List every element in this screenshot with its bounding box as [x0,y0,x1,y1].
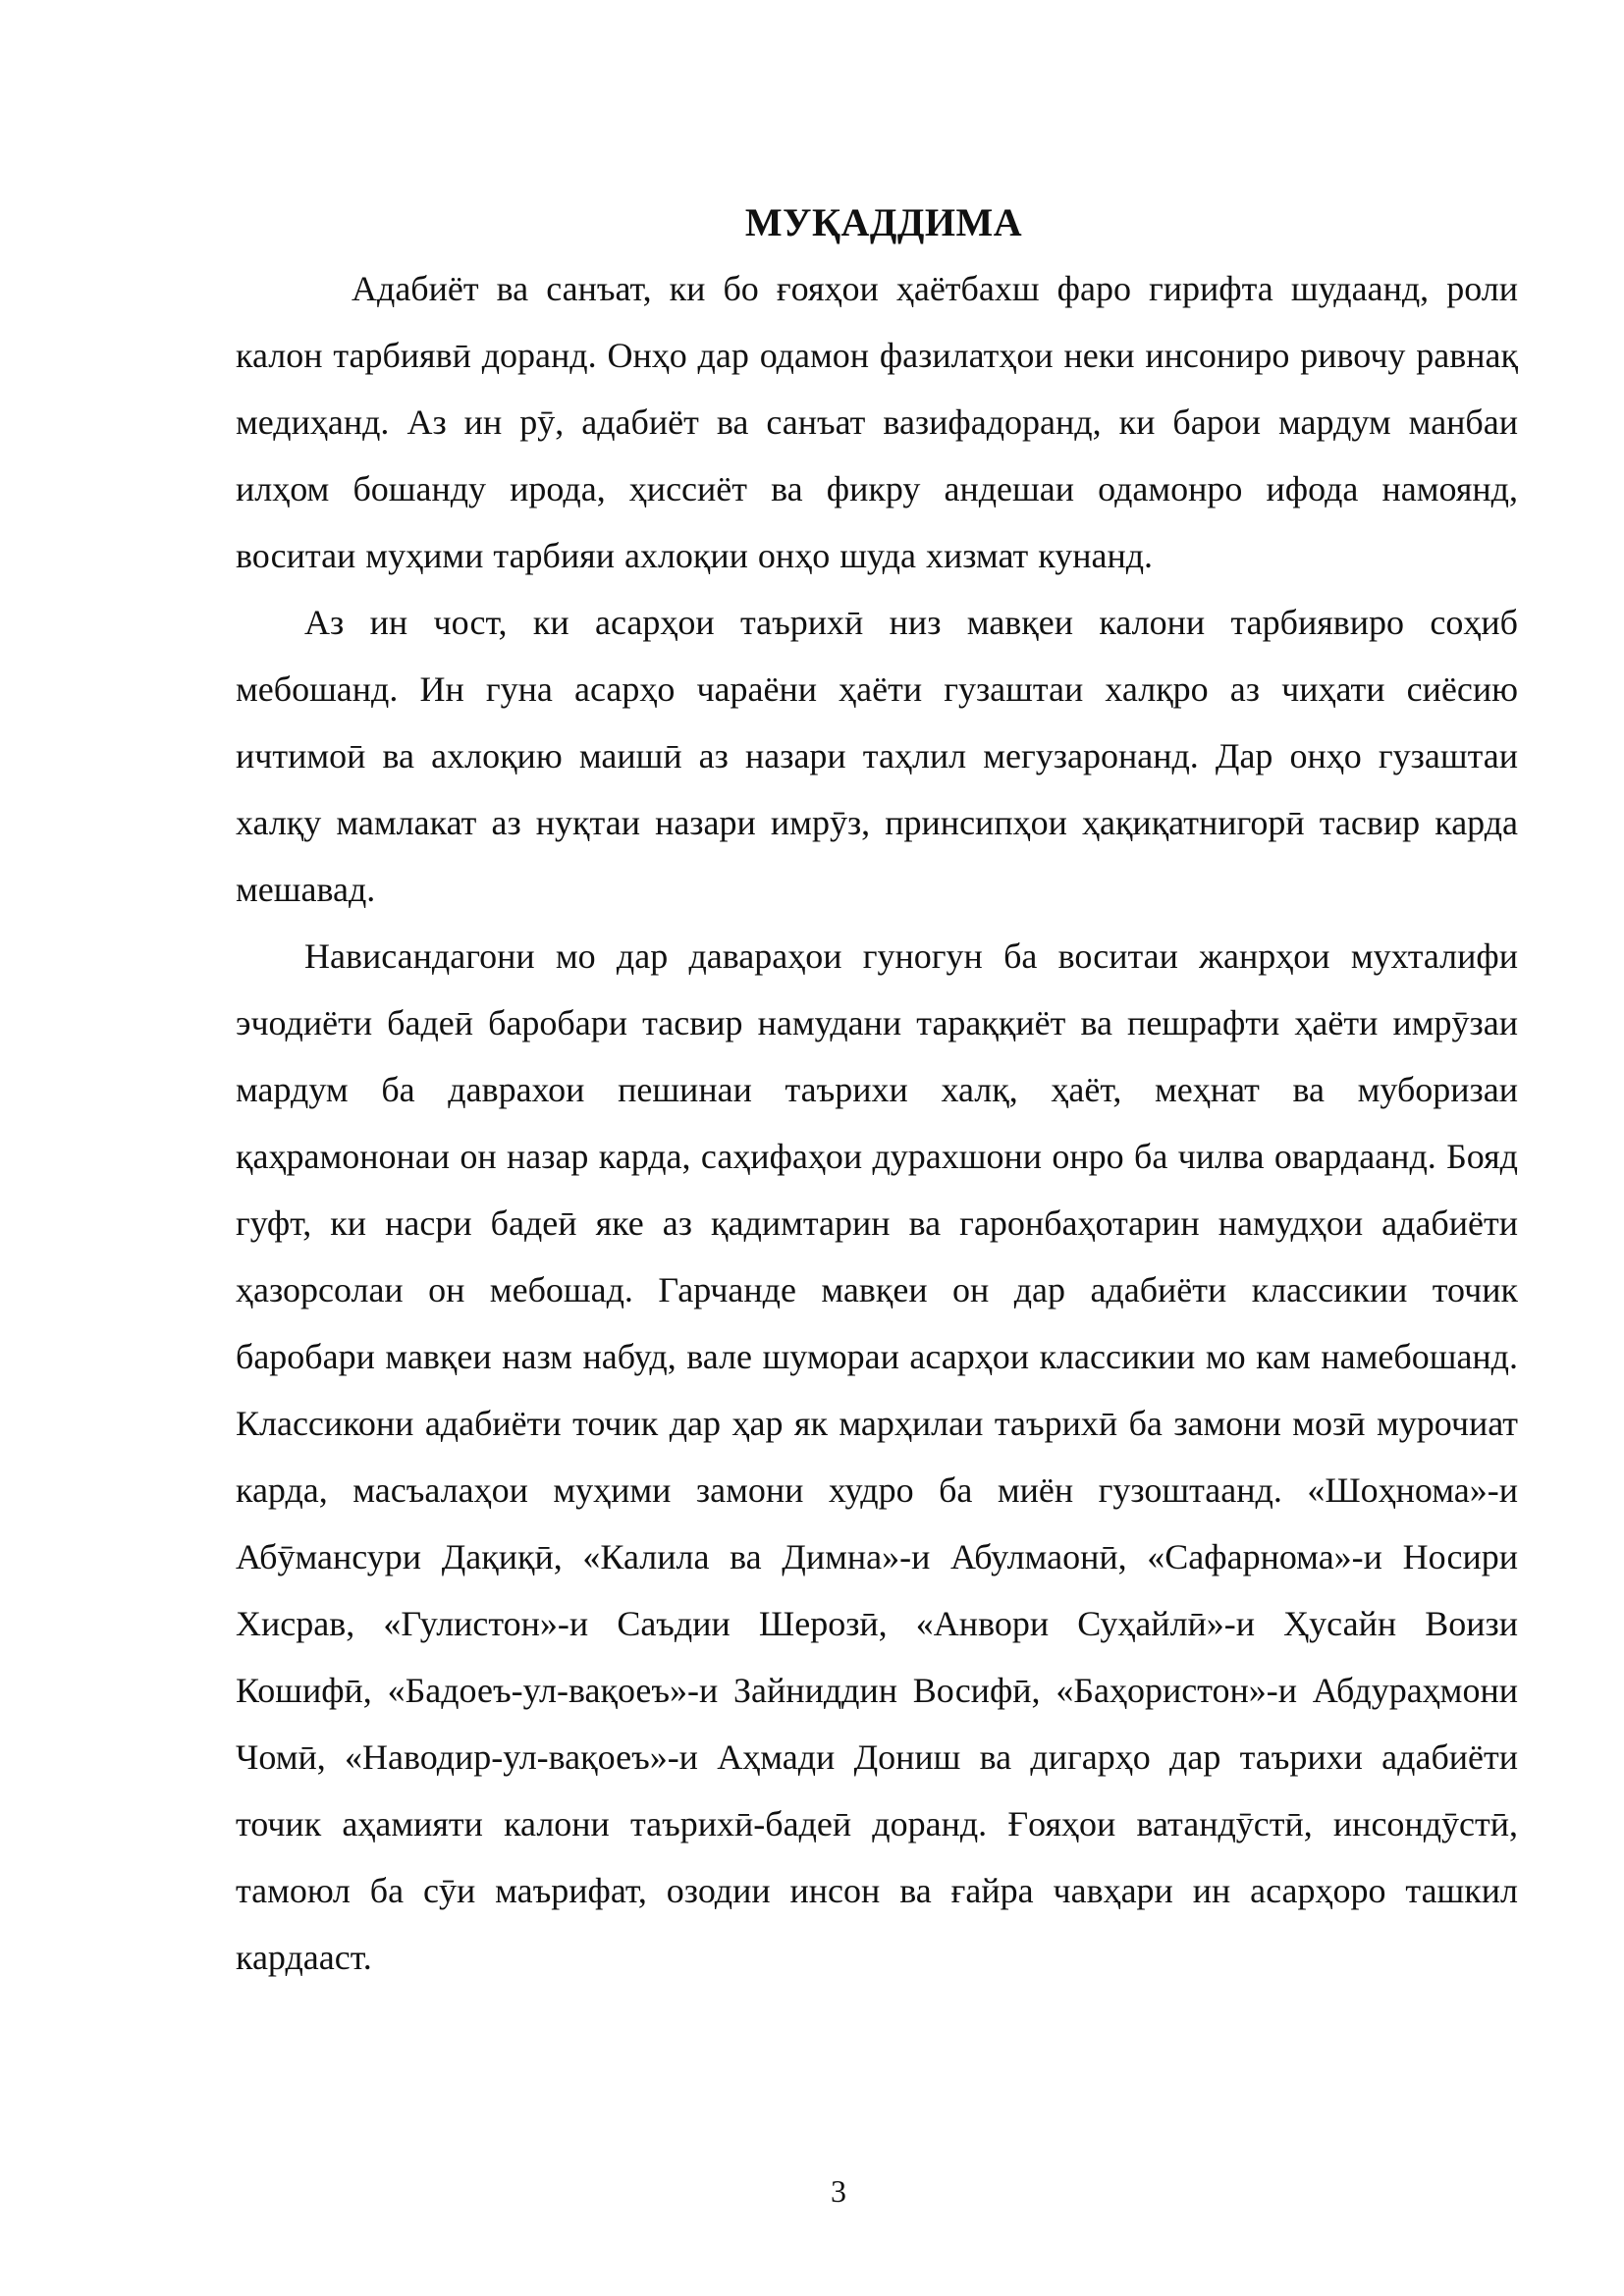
paragraph-historical-works: Аз ин чост, ки асарҳои таърихӣ низ мавқеи калони тарбиявиро соҳиб мебошанд. Ин гуна асарҳо чараёни ҳаёти гузаштаи халқро аз чиҳати сиёсию ичтимоӣ ва ахлоқию маишӣ аз назари таҳлил мегузаронанд. Дар онҳо гузаштаи халқу мамлакат аз нуқтаи назари имрӯз, принсипҳои ҳақиқатнигорӣ тасвир карда мешавад. [236,603,1518,909]
page-content [236,192,1518,1991]
page-number: 3 [831,2173,846,2209]
paragraph-intro: Адабиёт ва санъат, ки бо ғояҳои ҳаётбахш фаро гирифта шудаанд, роли калон тарбиявӣ доранд. Онҳо дар одамон фазилатҳои неки инсониро ривочу равнақ медиҳанд. Аз ин рӯ, адабиёт ва санъат вазифадоранд, ки барои мардум манбаи илҳом бошанду ирода, ҳиссиёт ва фикру андешаи одамонро ифода намоянд, воситаи муҳими тарбияи ахлоқии онҳо шуда хизмат кунанд. [236,269,1518,575]
paragraph-writers: Нависандагони мо дар даваpаҳои гуногун ба воситаи жанрҳои мухталифи эчодиёти бадеӣ баробари тасвир намудани тараққиёт ва пешрафти ҳаёти имрӯзаи мардум ба даврахои пешинаи таърихи халқ, ҳаёт, меҳнат ва муборизаи қаҳрамононаи он назар карда, саҳифаҳои дурахшони онро ба чилва овардаанд. Бояд гуфт, ки насри бадеӣ яке аз қадимтарин ва гаронбаҳотарин намудҳои адабиёти ҳазорсолаи он мебошад. Гарчанде мавқеи он дар адабиёти классикии точик баробари мавқеи назм набуд, вале шумораи асарҳои классикии мо кам намебошанд. Классикони адабиёти точик дар ҳар як марҳилаи таърихӣ ба замони мозӣ мурочиат карда, масъалаҳои муҳими замони худро ба миён гузоштаанд. «Шоҳнома»-и Абӯмансури Дақиқӣ, «Калила ва Димна»-и Абулмаонӣ, «Сафарнома»-и Носири Хисрав, «Гулистон»-и Саъдии Шерозӣ, «Анвори Суҳайлӣ»-и Ҳусайн Воизи Кошифӣ, «Бадоеъ-ул-вақоеъ»-и Зайниддин Восифӣ, «Баҳористон»-и Абдураҳмони Чомӣ, «Наводир-ул-вақоеъ»-и Аҳмади Дониш ва дигарҳо дар таърихи адабиёти точик аҳамияти калони таърихӣ-бадеӣ доранд. Ғояҳои ватандӯстӣ, инсондӯстӣ, тамоюл ба сӯи маърифат, озодии инсон ва ғайра чавҳари ин асарҳоро ташкил кардааст. [236,936,1518,1977]
page-title: МУҚАДДИМА [744,200,1023,244]
